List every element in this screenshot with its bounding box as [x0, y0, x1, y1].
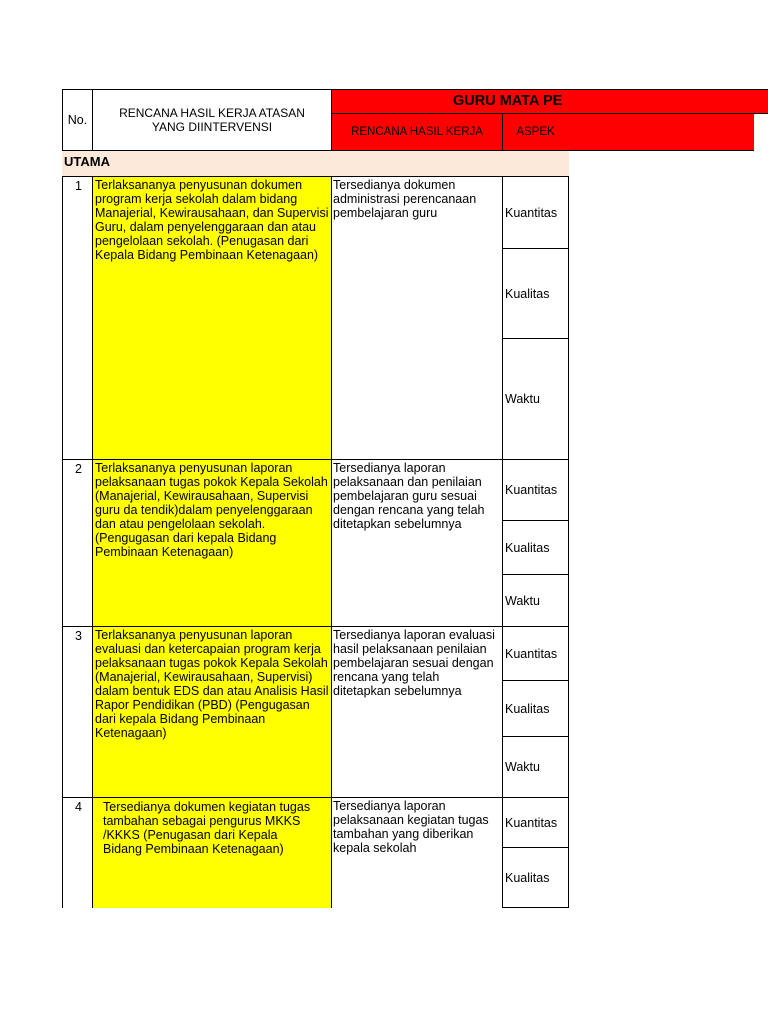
row-1-aspek-kuantitas: Kuantitas: [502, 176, 569, 249]
header-guru-mata-label: GURU MATA PE: [453, 93, 563, 109]
row-3-aspek-kuantitas: Kuantitas: [502, 626, 569, 681]
row-1-aspek-kualitas: Kualitas: [502, 248, 569, 339]
header-no: No.: [62, 89, 93, 151]
row-3-no: 3: [62, 626, 93, 798]
row-3-rhk: Tersedianya laporan evaluasi hasil pelaksanaan penilaian pembelajaran sesuai dengan rencana yang telah ditetapkan sebelumnya: [331, 626, 503, 798]
header-red-fill: [568, 113, 754, 151]
row-4-no: 4: [62, 797, 93, 908]
row-1-no: 1: [62, 176, 93, 460]
row-4-rhk: Tersedianya laporan pelaksanaan kegiatan tugas tambahan yang diberikan kepala sekolah: [331, 797, 503, 908]
row-1-aspek-waktu: Waktu: [502, 338, 569, 460]
row-4-atasan: Tersedianya dokumen kegiatan tugas tambahan sebagai pengurus MKKS /KKKS (Penugasan dari Kepala Bidang Pembinaan Ketenagaan): [92, 797, 332, 908]
row-2-aspek-waktu: Waktu: [502, 574, 569, 627]
row-4-aspek-kuantitas: Kuantitas: [502, 797, 569, 848]
row-2-no: 2: [62, 459, 93, 627]
row-1-rhk: Tersedianya dokumen administrasi perencanaan pembelajaran guru: [331, 176, 503, 460]
header-aspek: ASPEK: [502, 113, 569, 151]
row-4-aspek-kualitas: Kualitas: [502, 847, 569, 908]
row-2-atasan: Terlaksananya penyusunan laporan pelaksanaan tugas pokok Kepala Sekolah (Manajerial, Kewirausahaan, Supervisi guru da tendik)dalam penyelenggaraan dan atau pengelolaan sekolah. (Pengugasan dari kepala Bidang Pembinaan Ketenagaan): [92, 459, 332, 627]
row-3-aspek-waktu: Waktu: [502, 736, 569, 798]
row-3-aspek-kualitas: Kualitas: [502, 680, 569, 737]
row-2-aspek-kuantitas: Kuantitas: [502, 459, 569, 521]
header-rhk: RENCANA HASIL KERJA: [331, 113, 503, 151]
header-guru-mata: [331, 89, 768, 114]
section-utama: [62, 151, 569, 176]
row-1-atasan: Terlaksananya penyusunan dokumen program kerja sekolah dalam bidang Manajerial, Kewirausahaan, dan Supervisi Guru, dalam penyelenggaraan dan atau pengelolaan sekolah. (Penugasan dari Kepala Bidang Pembinaan Ketenagaan): [92, 176, 332, 460]
row-2-aspek-kualitas: Kualitas: [502, 520, 569, 575]
section-utama-label: UTAMA: [64, 154, 110, 169]
header-rhk-atasan: RENCANA HASIL KERJA ATASAN YANG DIINTERVENSI: [92, 89, 332, 151]
row-2-rhk: Tersedianya laporan pelaksanaan dan penilaian pembelajaran guru sesuai dengan rencana yang telah ditetapkan sebelumnya: [331, 459, 503, 627]
row-3-atasan: Terlaksananya penyusunan laporan evaluasi dan ketercapaian program kerja pelaksanaan tugas pokok Kepala Sekolah (Manajerial, Kewirausahaan, Supervisi) dalam bentuk EDS dan atau Analisis Hasil Rapor Pendidikan (PBD) (Pengugasan dari kepala Bidang Pembinaan Ketenagaan): [92, 626, 332, 798]
